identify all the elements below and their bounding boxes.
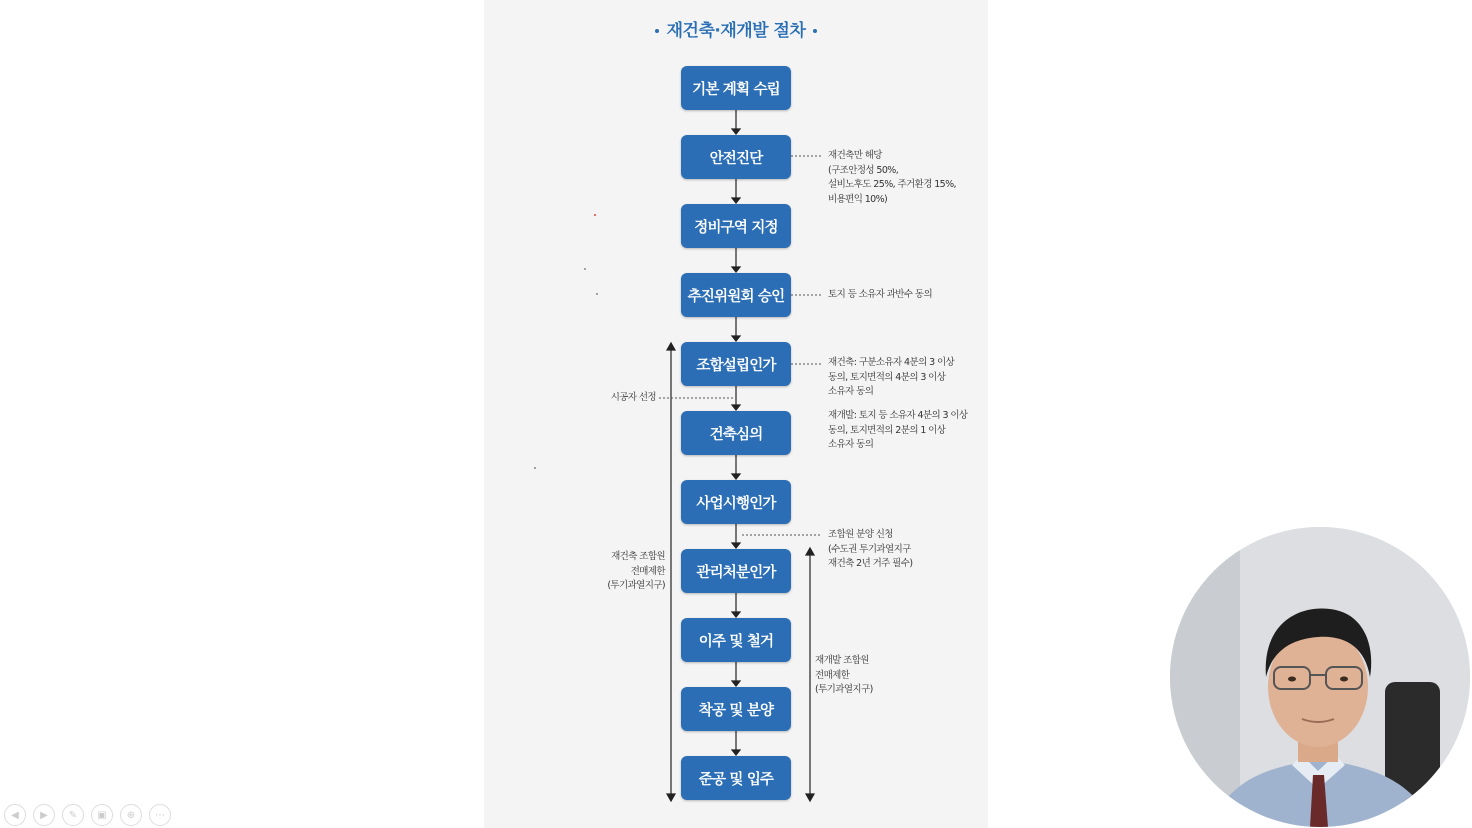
step-construction-sale: 착공 및 분양 xyxy=(681,687,791,731)
slide xyxy=(484,0,988,828)
step-basic-plan: 기본 계획 수립 xyxy=(681,66,791,110)
zoom-icon[interactable]: ⊕ xyxy=(120,804,142,826)
speck xyxy=(596,293,598,295)
speck xyxy=(534,467,536,469)
note-association-redevelop: 재개발: 토지 등 소유자 4분의 3 이상 동의, 토지면적의 2분의 1 이상 소유자 동의 xyxy=(828,410,968,450)
note-association-rebuild: 재건축: 구분소유자 4분의 3 이상 동의, 토지면적의 4분의 3 이상 소유자 동의 xyxy=(828,357,955,397)
step-management-disposal: 관리처분인가 xyxy=(681,549,791,593)
note-redevelop-resale: 재개발 조합원 전매제한 (투기과열지구) xyxy=(815,655,873,695)
more-icon[interactable]: ⋯ xyxy=(149,804,171,826)
step-architecture-review: 건축심의 xyxy=(681,411,791,455)
note-rebuild-resale: 재건축 조합원 전매제한 (투기과열지구) xyxy=(607,551,665,591)
note-safety-check: 재건축만 해당 (구조안정성 50%, 설비노후도 25%, 주거환경 15%, 비용편익 10%) xyxy=(828,150,956,205)
speck xyxy=(594,214,596,216)
presenter-portrait xyxy=(1170,527,1470,827)
step-safety-check: 안전진단 xyxy=(681,135,791,179)
speck xyxy=(584,268,586,270)
next-icon[interactable]: ▶ xyxy=(33,804,55,826)
step-completion-movein: 준공 및 입주 xyxy=(681,756,791,800)
webcam-video xyxy=(1170,527,1470,827)
slides-icon[interactable]: ▣ xyxy=(91,804,113,826)
step-committee-approval: 추진위원회 승인 xyxy=(681,273,791,317)
prev-icon[interactable]: ◀ xyxy=(4,804,26,826)
step-relocation-demolition: 이주 및 철거 xyxy=(681,618,791,662)
presentation-toolbar xyxy=(4,804,171,826)
note-sale-application: 조합원 분양 신청 (수도권 투기과열지구 재건축 2년 거주 필수) xyxy=(828,529,913,569)
slide-title: 재건축·재개발 절차 xyxy=(484,16,988,41)
pen-icon[interactable]: ✎ xyxy=(62,804,84,826)
step-project-approval: 사업시행인가 xyxy=(681,480,791,524)
step-association-approval: 조합설립인가 xyxy=(681,342,791,386)
step-zone-designation: 정비구역 지정 xyxy=(681,204,791,248)
note-contractor: 시공자 선정 xyxy=(610,392,656,403)
note-committee: 토지 등 소유자 과반수 동의 xyxy=(828,289,933,300)
